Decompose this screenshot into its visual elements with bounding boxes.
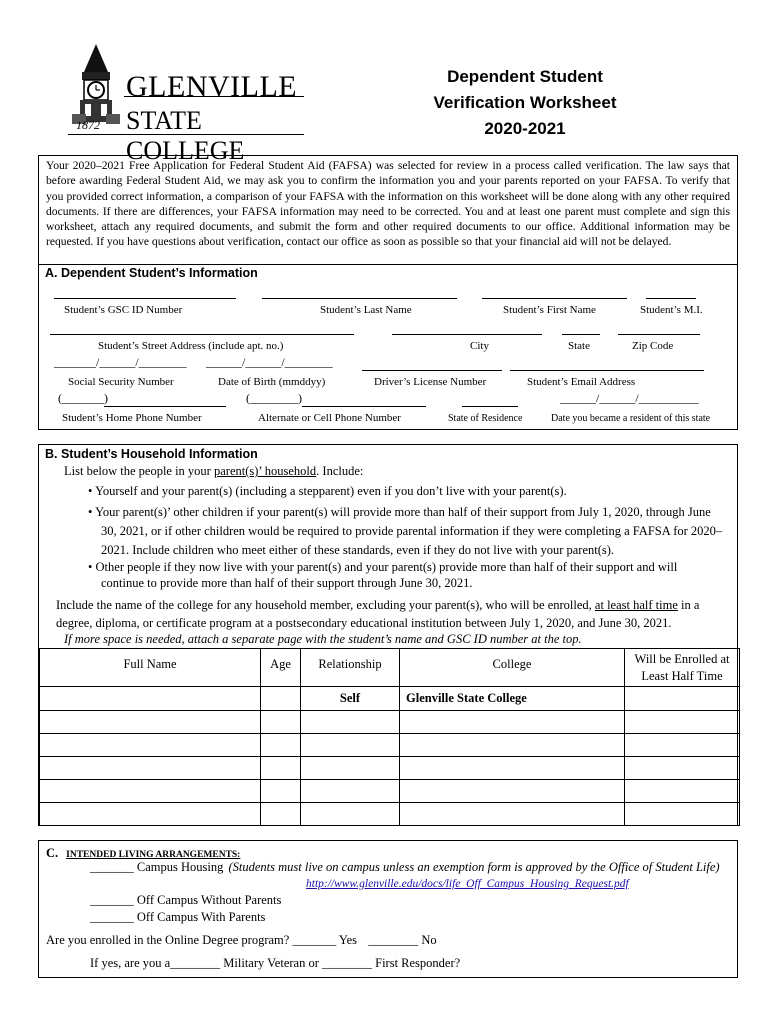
resident-date-field[interactable]: ______/______/__________ xyxy=(560,391,699,405)
city-line[interactable] xyxy=(392,334,542,335)
list-intro xyxy=(64,464,363,479)
bullet-1 xyxy=(88,482,688,500)
header-full-name: Full Name xyxy=(40,649,261,687)
cell-college[interactable] xyxy=(400,711,625,734)
campus-housing-blank[interactable]: _______ xyxy=(90,860,134,874)
ssn-field[interactable]: _______/______/________ xyxy=(54,355,187,369)
logo-year: 1872 xyxy=(76,118,100,132)
cell-college: Glenville State College xyxy=(400,687,625,711)
cell-half-time[interactable] xyxy=(625,780,740,803)
cell-half-time[interactable] xyxy=(625,803,740,826)
table-row xyxy=(40,687,740,711)
bullet-dot: • xyxy=(88,484,93,498)
cell-name[interactable] xyxy=(40,780,261,803)
table-row xyxy=(40,803,740,826)
first-name-label: Student’s First Name xyxy=(503,304,596,316)
college-note xyxy=(56,596,716,632)
cell-college[interactable] xyxy=(400,734,625,757)
title-line-2: Verification Worksheet xyxy=(433,93,617,112)
bullet-dot: • xyxy=(88,560,93,574)
cell-half-time[interactable] xyxy=(625,711,740,734)
online-question-row xyxy=(46,933,437,948)
zip-line[interactable] xyxy=(618,334,700,335)
if-yes-label: If yes, are you a xyxy=(90,956,171,970)
cell-age[interactable] xyxy=(261,734,301,757)
cell-age[interactable] xyxy=(261,757,301,780)
dob-label: Date of Birth (mmddyy) xyxy=(218,376,326,388)
state-label: State xyxy=(568,340,590,352)
cell-relationship[interactable] xyxy=(301,711,400,734)
bullet-3-text: Other people if they now live with your parent(s) and your parent(s) provide more than half of their support and will continue to provide more than half of their support through June 30, 2021. xyxy=(95,560,678,590)
zip-label: Zip Code xyxy=(632,340,674,352)
bullet-2 xyxy=(88,503,723,560)
cell-half-time[interactable] xyxy=(625,734,740,757)
title-line-3: 2020-2021 xyxy=(484,119,566,138)
cell-name[interactable] xyxy=(40,757,261,780)
title-line-1: Dependent Student xyxy=(447,67,603,86)
cell-name[interactable] xyxy=(40,687,261,711)
cell-relationship: Self xyxy=(301,687,400,711)
dob-field[interactable]: ______/______/________ xyxy=(206,355,333,369)
cell-college[interactable] xyxy=(400,803,625,826)
intro-text: Your 2020–2021 Free Application for Federal Student Aid (FAFSA) was selected for review in a process called verification. The law says that before awarding Federal Student Aid, we may ask you to confirm the information you and your parents reported on your FAFSA. To verify that you provided correct information, a comparison of your FAFSA with the information on this worksheet will be done along with any other required documents. If there are differences, your FAFSA information may need to be corrected. You and at least one parent must complete and sign this worksheet, attach any required documents, and submit the form and other required documents to our office. Additional information may be requested. If you have questions about verification, contact our office as soon as possible so that your financial aid will not be delayed. xyxy=(46,159,730,249)
online-question: Are you enrolled in the Online Degree program? xyxy=(46,933,290,947)
table-row xyxy=(40,734,740,757)
cell-relationship[interactable] xyxy=(301,780,400,803)
campus-housing-label: Campus Housing xyxy=(136,860,224,874)
state-line[interactable] xyxy=(562,334,600,335)
alt-phone-label: Alternate or Cell Phone Number xyxy=(258,412,401,424)
email-line[interactable] xyxy=(510,370,704,371)
bullet-dot: • xyxy=(88,505,93,519)
college-note-text: Include the name of the college for any household member, excluding your parent(s), who will be enrolled, xyxy=(56,598,595,612)
resident-date-label: Date you became a resident of this state xyxy=(551,413,711,424)
table-row xyxy=(40,780,740,803)
military-blank[interactable]: ________ xyxy=(170,956,221,970)
more-space-note: If more space is needed, attach a separate page with the student’s name and GSC ID number at the top. xyxy=(64,632,582,646)
home-phone-label: Student’s Home Phone Number xyxy=(62,412,202,424)
street-label: Student’s Street Address (include apt. no.) xyxy=(98,340,284,352)
state-residence-line[interactable] xyxy=(462,406,518,407)
cell-college[interactable] xyxy=(400,757,625,780)
bullet-2-text: Your parent(s)’ other children if your parent(s) will provide more than half of their support from July 1, 2020, through June 30, 2021, or if other children would be required to provide parental information if they were completing a FAFSA for 2020–2021. Include children who meet either of these standards, even if they do not live with your parent(s). xyxy=(95,505,723,557)
last-name-label: Student’s Last Name xyxy=(320,304,412,316)
online-no-blank[interactable]: ________ xyxy=(368,933,419,947)
page-title xyxy=(390,64,660,142)
college-note-underlined: at least half time xyxy=(594,598,678,612)
off-with-label: Off Campus With Parents xyxy=(136,910,266,924)
email-label: Student’s Email Address xyxy=(527,376,636,388)
section-c-title: INTENDED LIVING ARRANGEMENTS: xyxy=(66,850,241,860)
mi-line[interactable] xyxy=(646,298,696,299)
header-half-time: Will be Enrolled at Least Half Time xyxy=(625,649,740,687)
section-c-letter: C. xyxy=(46,846,59,860)
gsc-id-line[interactable] xyxy=(54,298,236,299)
cell-half-time[interactable] xyxy=(625,757,740,780)
table-header-row xyxy=(40,649,740,687)
cell-age[interactable] xyxy=(261,711,301,734)
responder-label: First Responder? xyxy=(375,956,461,970)
ssn-label: Social Security Number xyxy=(68,376,174,388)
cell-relationship[interactable] xyxy=(301,803,400,826)
list-intro-link: parent(s)’ household xyxy=(213,464,317,478)
bullet-1-text: Yourself and your parent(s) (including a stepparent) even if you don’t live with your parent(s). xyxy=(95,484,567,498)
campus-housing-row xyxy=(90,860,720,875)
license-line[interactable] xyxy=(362,370,502,371)
section-b-heading: B. Student’s Household Information xyxy=(45,447,258,461)
cell-age[interactable] xyxy=(261,687,301,711)
off-without-label: Off Campus Without Parents xyxy=(136,893,282,907)
off-with-blank[interactable]: _______ xyxy=(90,910,134,924)
alt-phone-line[interactable] xyxy=(302,406,426,407)
license-label: Driver’s License Number xyxy=(374,376,487,388)
header-relationship: Relationship xyxy=(301,649,400,687)
first-name-line[interactable] xyxy=(482,298,627,299)
city-label: City xyxy=(470,340,489,352)
mi-label: Student’s M.I. xyxy=(640,304,703,316)
cell-college[interactable] xyxy=(400,780,625,803)
off-without-blank[interactable]: _______ xyxy=(90,893,134,907)
logo-rule-bottom xyxy=(68,134,304,135)
home-phone-area[interactable]: (_______) xyxy=(58,391,108,405)
table-row xyxy=(40,757,740,780)
logo-name-line2: STATE COLLEGE xyxy=(126,106,245,165)
alt-phone-area[interactable]: (________) xyxy=(246,391,302,405)
campus-housing-note: (Students must live on campus unless an exemption form is approved by the Office of Student Life) xyxy=(228,860,720,874)
gsc-id-label: Student’s GSC ID Number xyxy=(64,304,183,316)
state-residence-label: State of Residence xyxy=(448,413,523,424)
military-label: Military Veteran or xyxy=(223,956,319,970)
street-line[interactable] xyxy=(50,334,354,335)
cell-age[interactable] xyxy=(261,803,301,826)
last-name-line[interactable] xyxy=(262,298,457,299)
section-a-heading: A. Dependent Student’s Information xyxy=(45,266,258,280)
cell-age[interactable] xyxy=(261,780,301,803)
list-intro-text: List below the people in your xyxy=(64,464,214,478)
header-college: College xyxy=(400,649,625,687)
online-yes-blank[interactable]: _______ xyxy=(292,933,337,947)
home-phone-line[interactable] xyxy=(104,406,226,407)
header-age: Age xyxy=(261,649,301,687)
if-yes-row xyxy=(90,956,460,971)
intro-box xyxy=(38,155,738,265)
household-table xyxy=(39,648,740,826)
bullet-3 xyxy=(88,560,723,591)
cell-name[interactable] xyxy=(40,734,261,757)
online-no-label: No xyxy=(421,933,437,947)
off-campus-with-row xyxy=(90,910,265,925)
cell-relationship[interactable] xyxy=(301,734,400,757)
college-logo xyxy=(62,40,312,165)
cell-half-time[interactable] xyxy=(625,687,740,711)
cell-relationship[interactable] xyxy=(301,757,400,780)
logo-name-line1: GLENVILLE xyxy=(126,70,298,103)
table-row xyxy=(40,711,740,734)
housing-request-link[interactable]: http://www.glenville.edu/docs/life_Off_Campus_Housing_Request.pdf xyxy=(306,878,629,890)
cell-name[interactable] xyxy=(40,711,261,734)
responder-blank[interactable]: ________ xyxy=(322,956,372,970)
online-yes-label: Yes xyxy=(338,933,358,947)
cell-name[interactable] xyxy=(40,803,261,826)
off-campus-without-row xyxy=(90,893,281,908)
college-note-end: in a degree, diploma, or certificate program at a postsecondary educational institution between July 1, 2020, and June 30, 2021. xyxy=(56,598,700,630)
list-intro-end: . Include: xyxy=(316,464,364,478)
